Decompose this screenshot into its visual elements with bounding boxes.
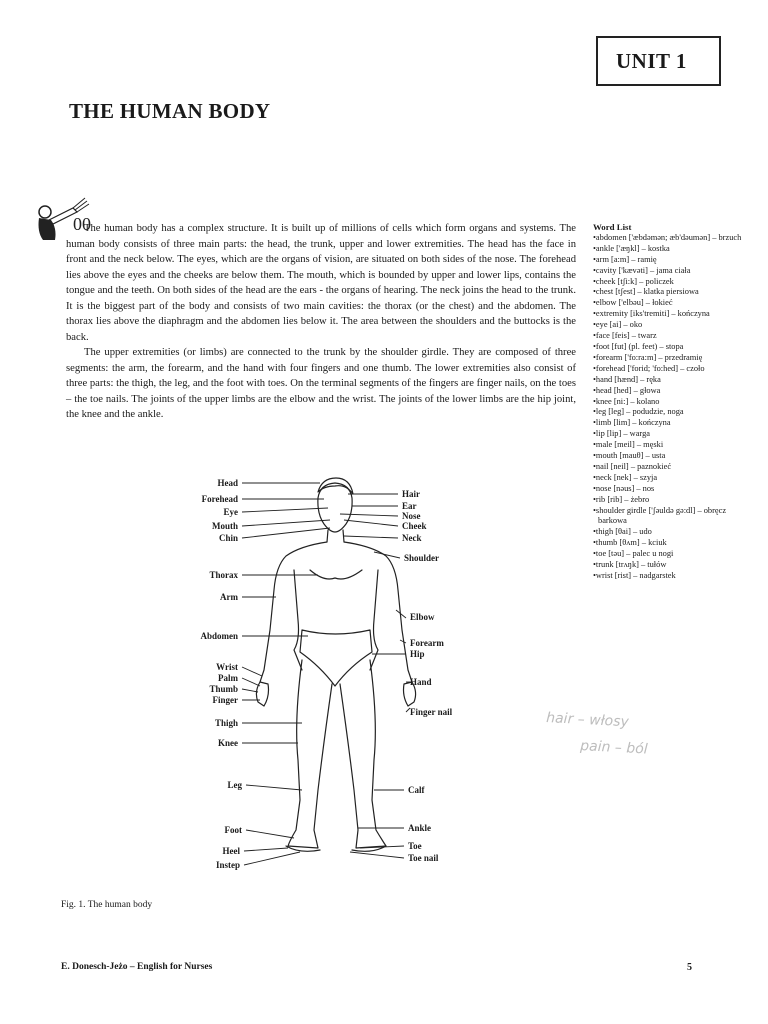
unit-label: UNIT 1 <box>616 49 687 73</box>
word-list-entry: •ankle ['æŋkl] – kostka <box>593 243 670 253</box>
word-list-entry: •nose [nəus] – nos <box>593 483 655 493</box>
word-list-entry: •eye [ai] – oko <box>593 320 643 330</box>
word-list-entry: •elbow ['elbəu] – łokieć <box>593 298 673 308</box>
word-list-entry: •foot [fut] (pl. feet) – stopa <box>593 341 684 351</box>
word-list-entry: •thigh [θai] – udo <box>593 527 652 537</box>
word-list-entry: •knee [ni:] – kolano <box>593 396 660 406</box>
word-list-entry: •lip [lip] – warga <box>593 429 650 439</box>
label-knee: Knee <box>218 738 238 748</box>
label-wrist: Wrist <box>216 662 238 672</box>
label-hair: Hair <box>402 489 420 499</box>
label-thigh: Thigh <box>214 718 238 728</box>
word-list-entry: •cavity ['kævəti] – jama ciała <box>593 265 691 275</box>
label-ankle: Ankle <box>408 823 432 833</box>
label-chin: Chin <box>218 533 238 543</box>
label-forearm: Forearm <box>410 638 444 648</box>
label-toe: Toe <box>408 841 422 851</box>
footer-citation: E. Donesch-Jeżo – English for Nurses <box>61 962 213 972</box>
handwritten-line: pain – ból <box>579 738 649 758</box>
svg-text:00: 00 <box>73 214 91 234</box>
word-list-entry: •hand [hænd] – ręka <box>593 374 661 384</box>
label-head: Head <box>217 478 238 488</box>
page-number: 5 <box>687 962 692 973</box>
human-body-diagram <box>190 470 480 890</box>
word-list-entry: •arm [a:m] – ramię <box>593 254 657 264</box>
label-ear: Ear <box>402 501 417 511</box>
body-paragraph: The upper extremities (or limbs) are connected to the trunk by the shoulder girdle. They are composed of three segments: the arm, the forearm, and the hand with four fingers and one thumb. The lower extremities also consist of three parts: the thigh, the leg, and the foot with toes. On the terminal segments of the fingers are finger nails, on the toes – the toe nails. The joints of the upper limbs are the elbow and the wrist. The joints of the lower limbs are the hip joint, the knee and the ankle. <box>66 347 576 420</box>
word-list <box>593 222 743 582</box>
word-list-entry: •male [meil] – męski <box>593 440 664 450</box>
figure-caption: Fig. 1. The human body <box>61 900 153 910</box>
handwritten-note <box>540 700 730 760</box>
word-list-entry: •neck [nek] – szyja <box>593 472 658 482</box>
label-abdomen: Abdomen <box>200 631 238 641</box>
label-forehead: Forehead <box>201 494 238 504</box>
word-list-entry: •trunk [trʌŋk] – tułów <box>593 560 667 570</box>
label-hip: Hip <box>410 649 425 659</box>
label-hand: Hand <box>410 677 432 687</box>
word-list-entry: •face [feis] – twarz <box>593 331 657 341</box>
label-finger: Finger <box>212 695 238 705</box>
label-eye: Eye <box>223 507 238 517</box>
unit-label-box <box>596 36 721 86</box>
word-list-entry: •chest [tʃest] – klatka piersiowa <box>593 287 699 297</box>
label-shoulder: Shoulder <box>404 553 440 563</box>
word-list-entry: •shoulder girdle ['ʃəuldə gə:dl] – obręcz barkowa <box>593 505 727 526</box>
label-foot: Foot <box>224 825 242 835</box>
word-list-entry: •limb [lim] – kończyna <box>593 418 671 428</box>
word-list-entry: •leg [leg] – podudzie, noga <box>593 407 684 417</box>
word-list-entry: •wrist [rist] – nadgarstek <box>593 571 676 580</box>
word-list-entry: •forearm ['fo:ra:m] – przedramię <box>593 352 703 362</box>
label-mouth: Mouth <box>211 521 238 531</box>
label-arm: Arm <box>220 592 238 602</box>
label-thorax: Thorax <box>209 570 238 580</box>
word-list-entry: •thumb [θʌm] – kciuk <box>593 538 667 548</box>
label-toe-nail: Toe nail <box>408 853 439 863</box>
left-labels <box>200 478 330 870</box>
label-elbow: Elbow <box>410 612 435 622</box>
label-neck: Neck <box>402 533 422 543</box>
word-list-entry: •abdomen ['æbdəmən; æb'dəumən] – brzuch <box>593 232 742 242</box>
label-leg: Leg <box>227 780 242 790</box>
label-palm: Palm <box>218 673 238 683</box>
word-list-entry: •cheek [tʃi:k] – policzek <box>593 276 674 286</box>
word-list-entry: •toe [təu] – palec u nogi <box>593 549 674 559</box>
label-calf: Calf <box>408 785 425 795</box>
word-list-title: Word List <box>593 222 632 232</box>
page-title: THE HUMAN BODY <box>69 99 271 123</box>
word-list-entry: •rib [rib] – żebro <box>593 494 650 504</box>
word-list-entry: •head [hed] – głowa <box>593 385 661 395</box>
label-cheek: Cheek <box>402 521 427 531</box>
body-paragraph: The human body has a complex structure. It is built up of millions of cells which form organs and systems. The human body consists of three main parts: the head, the trunk, upper and lower extremities. The head has the face in front and the neck below. The eyes, which are the organs of vision, are situated on both sides of the nose. The forehead lies above the eyes and the cheeks are below them. The mouth, which is bounded by upper and lower lips, contains the tongue and the teeth. On both sides of the head are the ears - the organs of hearing. The neck joins the head to the trunk. It is the biggest part of the body and consists of two main cavities: the thorax (or the chest) and the abdomen. The thorax lies above the diaphragm and the abdomen lies below it. The area between the shoulders and the buttocks is the back. <box>66 223 576 343</box>
word-list-entry: •nail [neil] – paznokieć <box>593 461 672 471</box>
label-nose: Nose <box>402 511 421 521</box>
label-heel: Heel <box>222 846 240 856</box>
right-labels <box>340 489 453 863</box>
label-finger-nail: Finger nail <box>410 707 453 717</box>
word-list-entry: •mouth [mauθ] – usta <box>593 451 666 461</box>
label-instep: Instep <box>215 860 240 870</box>
body-text <box>66 221 576 423</box>
label-thumb: Thumb <box>209 684 238 694</box>
handwritten-line: hair – włosy <box>545 710 630 731</box>
word-list-entry: •extremity [iks'tremiti] – kończyna <box>593 309 710 319</box>
word-list-entry: •forehead ['forid; 'fo:hed] – czoło <box>593 363 705 373</box>
